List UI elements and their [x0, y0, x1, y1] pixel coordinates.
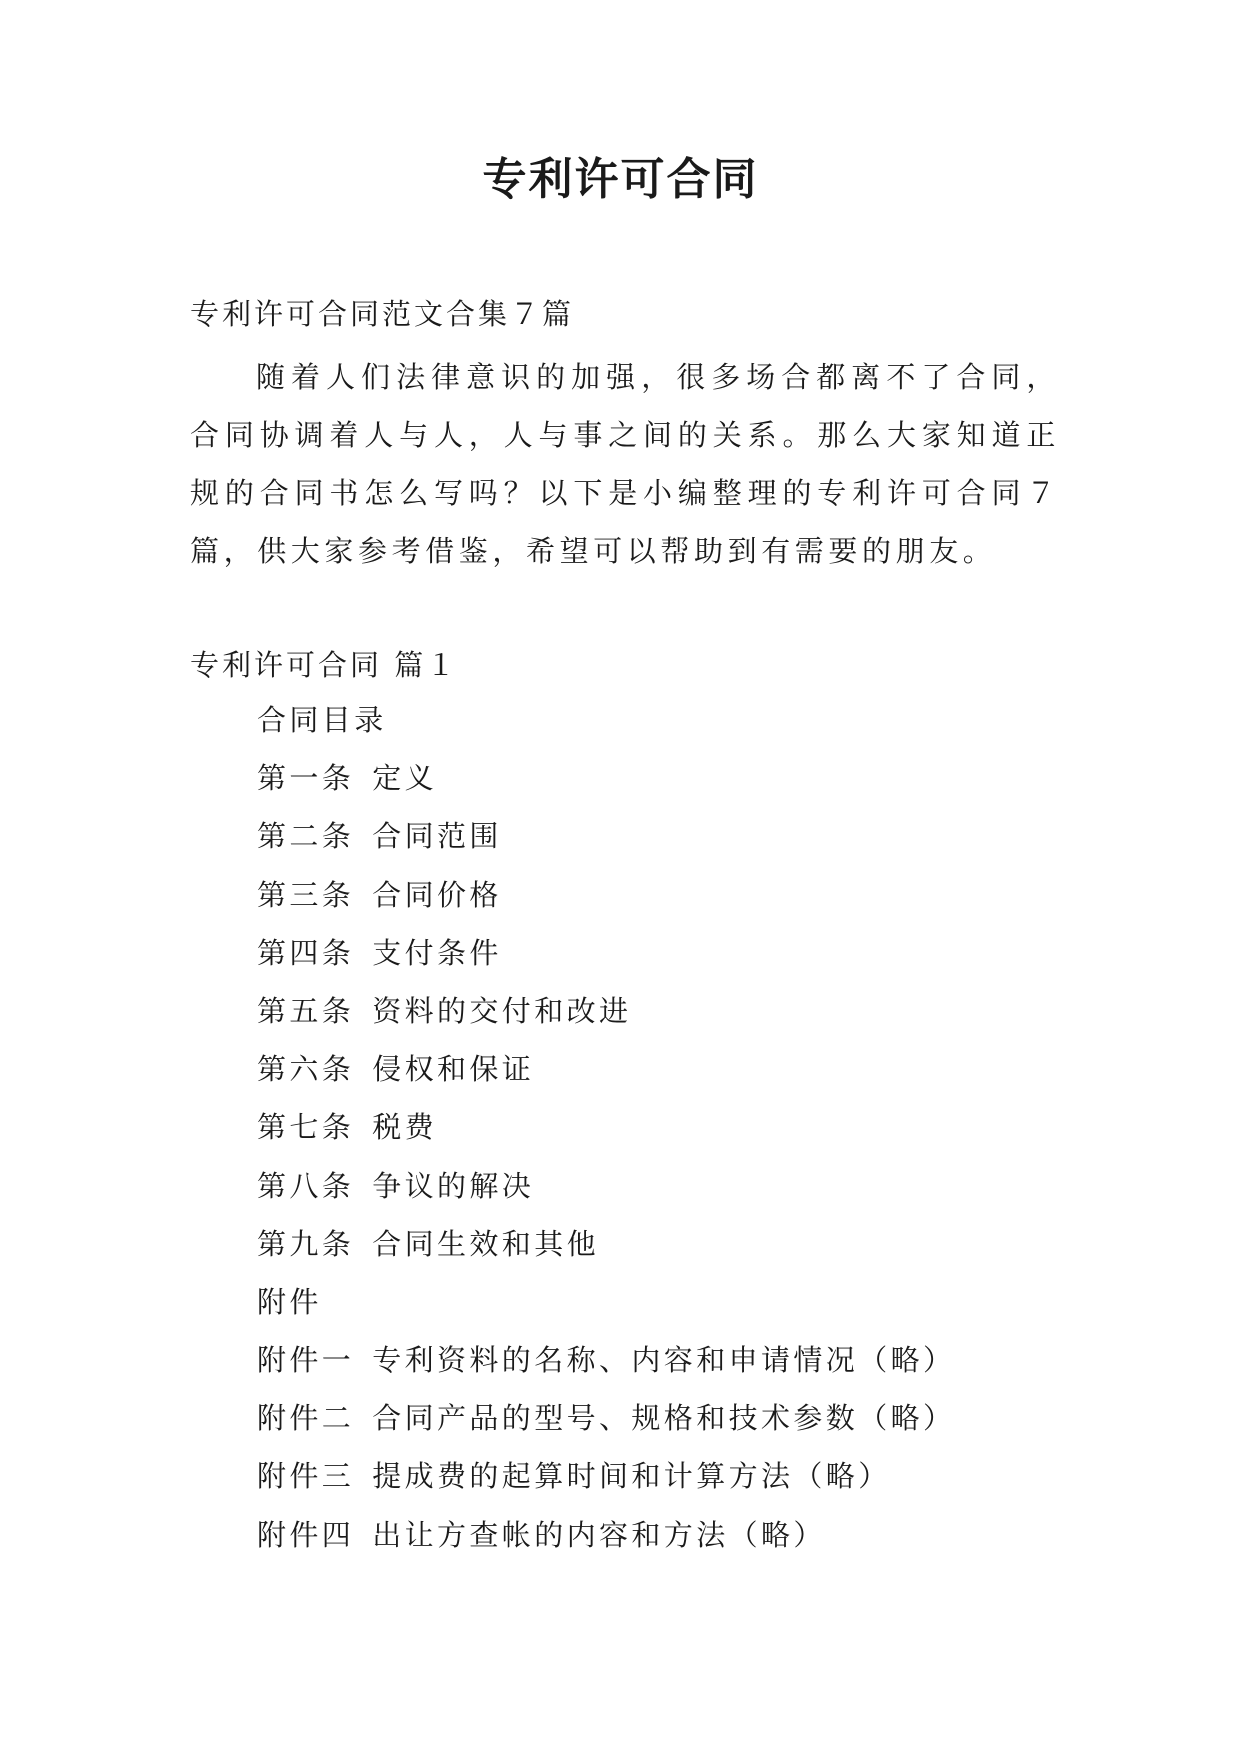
- toc-line: [257, 814, 955, 872]
- toc-text: 提成费的起算时间和计算方法（略）: [372, 1459, 891, 1494]
- toc-text: 出让方查帐的内容和方法（略）: [372, 1517, 826, 1552]
- contract-table-of-contents: [257, 698, 955, 1571]
- toc-label: 附件一: [257, 1343, 355, 1378]
- toc-label: 附件三: [257, 1459, 355, 1494]
- toc-label: 第二条: [257, 819, 355, 854]
- toc-line: [257, 1338, 955, 1396]
- toc-line: [257, 1222, 955, 1280]
- toc-line: [257, 1164, 955, 1222]
- toc-text: 支付条件: [372, 935, 502, 970]
- toc-text: 争议的解决: [372, 1168, 535, 1203]
- toc-text: 资料的交付和改进: [372, 993, 632, 1028]
- toc-label: 第四条: [257, 935, 355, 970]
- toc-text: 侵权和保证: [372, 1052, 535, 1087]
- intro-paragraph: 随着人们法律意识的加强，很多场合都离不了合同，合同协调着人与人，人与事之间的关系。那么大家知道正规的合同书怎么写吗？以下是小编整理的专利许可合同７篇，供大家参考借鉴，希望可以帮助到有需要的朋友。: [190, 360, 1060, 568]
- toc-text: 合同价格: [372, 877, 502, 912]
- toc-label: 合同目录: [257, 703, 387, 737]
- toc-label: 附件四: [257, 1517, 355, 1552]
- toc-line: [257, 1047, 955, 1105]
- toc-text: 专利资料的名称、内容和申请情况（略）: [372, 1343, 956, 1378]
- toc-label: 第一条: [257, 761, 355, 796]
- toc-line: [257, 873, 955, 931]
- toc-text: 税费: [372, 1110, 438, 1145]
- toc-line: [257, 1454, 955, 1512]
- toc-label: 第三条: [257, 877, 355, 912]
- toc-label: 第五条: [257, 993, 355, 1028]
- toc-line: [257, 698, 955, 756]
- toc-line: [257, 1513, 955, 1571]
- section-heading: 专利许可合同 篇１: [190, 648, 459, 682]
- document-subtitle: 专利许可合同范文合集７篇: [190, 297, 575, 331]
- toc-line: [257, 931, 955, 989]
- toc-label: 附件二: [257, 1401, 355, 1436]
- toc-text: 合同产品的型号、规格和技术参数（略）: [372, 1401, 956, 1436]
- toc-label: 附件: [257, 1284, 322, 1319]
- toc-text: 定义: [372, 761, 438, 796]
- toc-line: [257, 989, 955, 1047]
- toc-line: [257, 1280, 955, 1338]
- toc-text: 合同生效和其他: [372, 1226, 600, 1261]
- toc-line: [257, 756, 955, 814]
- toc-label: 第六条: [257, 1052, 355, 1087]
- toc-line: [257, 1105, 955, 1163]
- toc-line: [257, 1396, 955, 1454]
- document-title: 专利许可合同: [482, 154, 759, 205]
- toc-text: 合同范围: [372, 819, 502, 854]
- toc-label: 第九条: [257, 1226, 355, 1261]
- toc-label: 第七条: [257, 1110, 355, 1145]
- toc-label: 第八条: [257, 1168, 355, 1203]
